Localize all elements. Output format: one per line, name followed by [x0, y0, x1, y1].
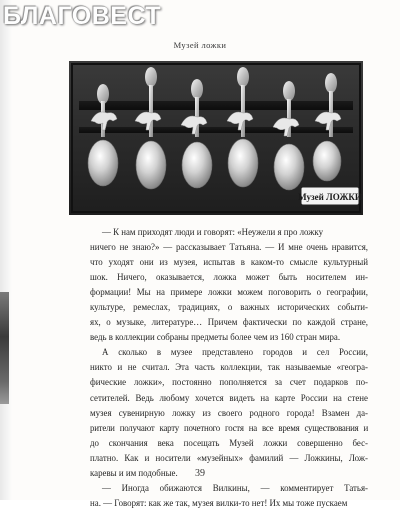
text-line: на. — Говорят: как же так, музея вилки-то нет! Их мы тоже пускаем: [90, 497, 348, 508]
adjacent-page-photo-edge: [0, 292, 9, 404]
text-line: формации! Мы на примере ложки можем поговорить о географии,: [90, 287, 368, 298]
text-line: сетителей. Ведь любому хочется видеть на карте России на стене: [90, 392, 368, 403]
text-line: — К нам приходят люди и говорят: «Неужели я про ложку: [102, 227, 324, 237]
text-line: музея сувенирную ложку из своего родного города! Взамен да-: [90, 407, 368, 418]
text-line: до скончания века посещать Музей ложки совершенно бес-: [90, 437, 368, 448]
text-line: фические ложки», постоянно пополняется за счет подарков по-: [90, 377, 368, 388]
running-head: Музей ложки: [173, 40, 227, 50]
text-line: культуре, ремеслах, традициях, о важных исторических событи-: [90, 302, 368, 313]
text-line: ничего не знаю?» — рассказывает Татьяна. — И мне очень нравится,: [90, 242, 368, 253]
text-line: платно. Как и носители «музейных» фамилий — Ложкины, Лож-: [90, 452, 368, 463]
watermark: БЛАГОВЕСТ: [3, 2, 162, 30]
museum-sign-text: Музей ЛОЖКИ: [298, 192, 362, 202]
adjacent-page-edge: [0, 0, 12, 500]
text-line: рители получают карту почетного гостя на все время существования и: [90, 422, 368, 433]
text-line: ях, о музыке, литературе… Причем фактически по каждой стране,: [90, 317, 368, 328]
page-number: 39: [195, 468, 205, 479]
text-line: А сколько в музее представлено городов и сел России,: [102, 347, 368, 358]
text-line: шок. Ничего, оказывается, ложка может быть носителем ин-: [90, 272, 368, 283]
text-line: ведь в коллекции собраны предметы более чем из 160 стран мира.: [90, 332, 341, 343]
text-line: — Иногда обижаются Вилкины, — комментирует Татья-: [102, 482, 368, 493]
spoon-collection-photo: [69, 61, 363, 215]
museum-sign: [298, 187, 362, 205]
text-line: каревы и им подобные.: [90, 467, 178, 478]
text-line: никто и не считал. Эта часть коллекции, так называемые «геогра-: [90, 362, 368, 373]
text-line: что уходят они из музея, испытав в каком-то смысле культурный: [90, 257, 368, 268]
